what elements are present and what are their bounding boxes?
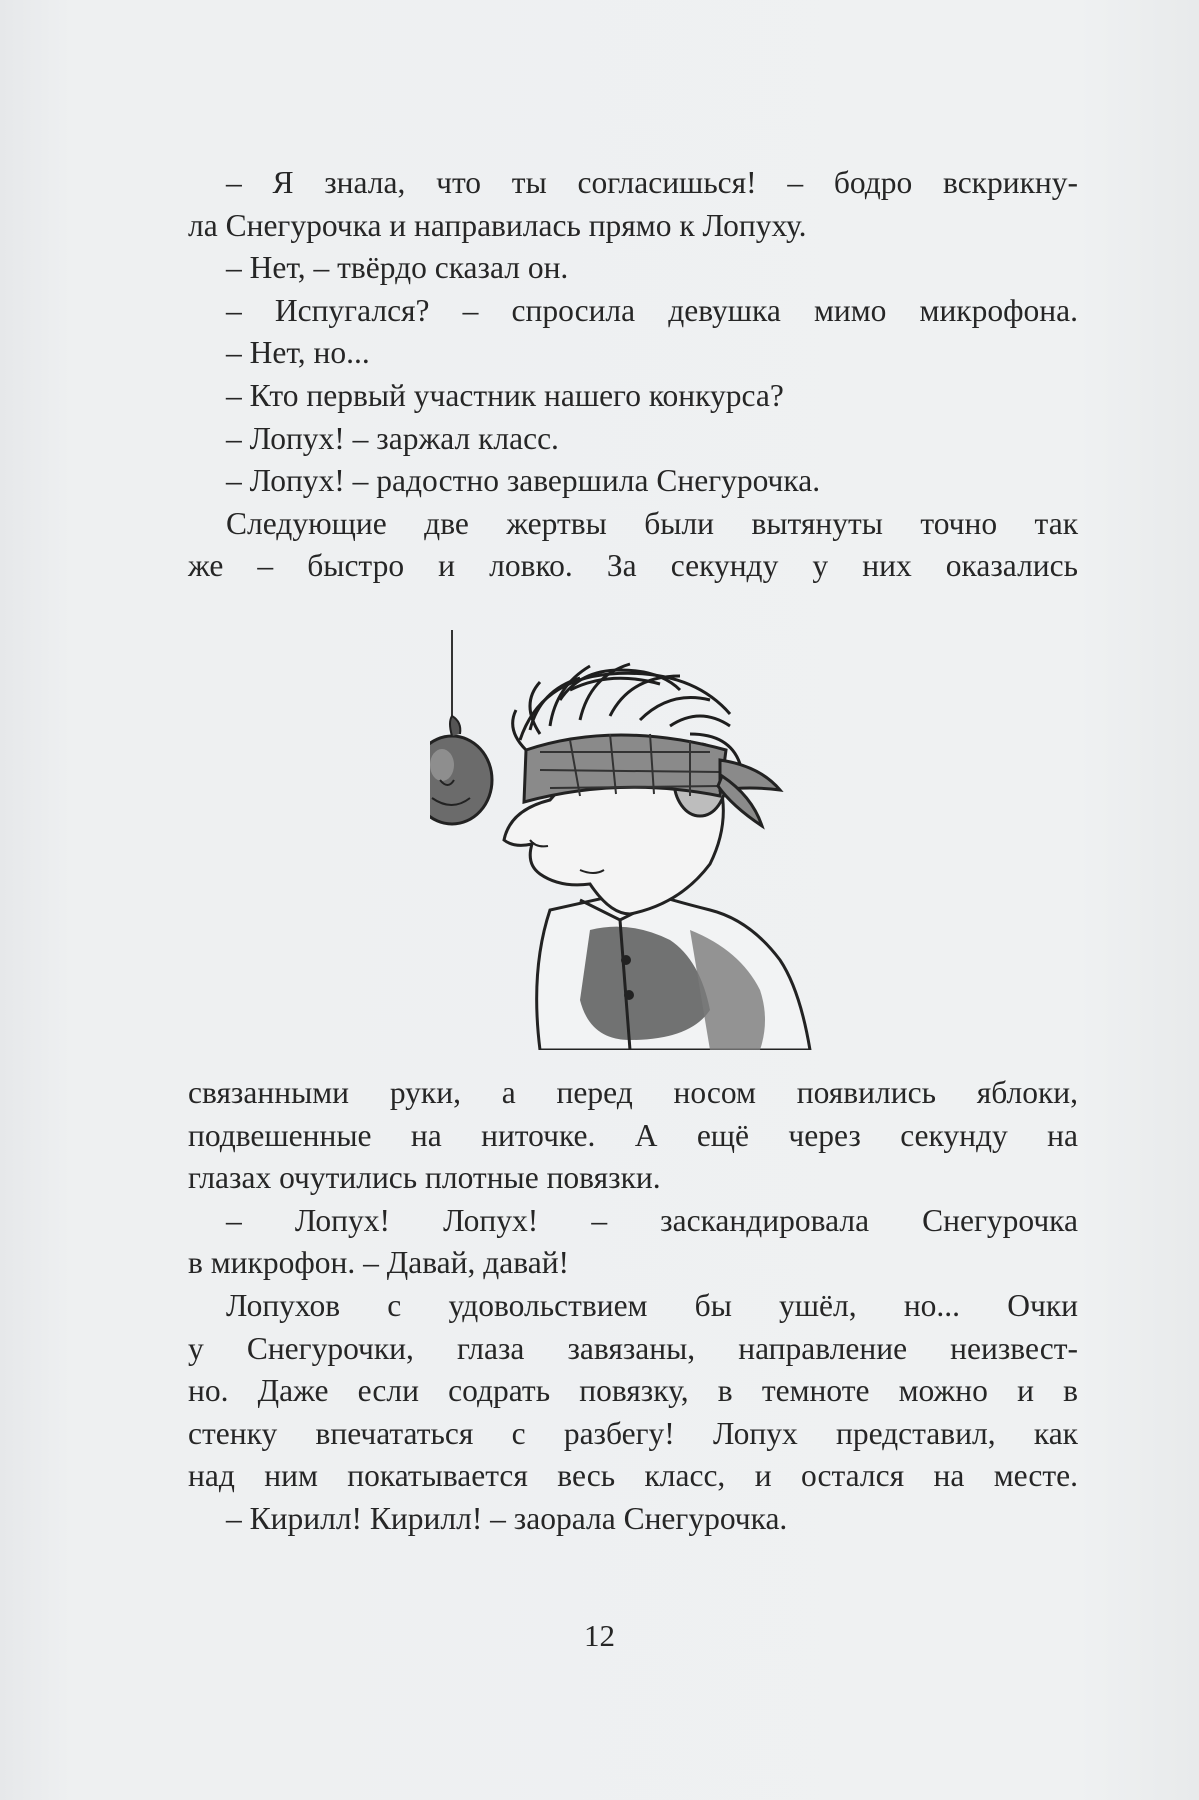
text-line: ла Снегурочка и направилась прямо к Лопуху. [188, 207, 807, 243]
text-line: – Кто первый участник нашего конкурса? [226, 377, 784, 413]
text-line: Следующие две жертвы были вытянуты точно так [226, 505, 1078, 541]
text-line: глазах очутились плотные повязки. [188, 1160, 661, 1196]
text-line: но. Даже если содрать повязку, в темноте можно и в [188, 1373, 1078, 1409]
text-line: – Я знала, что ты согласишься! – бодро вскрикну- [226, 165, 1078, 200]
text-line: у Снегурочки, глаза завязаны, направление неизвест- [188, 1330, 1078, 1366]
page-number: 12 [584, 1618, 615, 1653]
text-line: Лопухов с удовольствием бы ушёл, но... Очки [226, 1287, 1078, 1323]
boy-body [537, 890, 810, 1050]
text-line: стенку впечататься с разбегу! Лопух представил, как [188, 1415, 1078, 1451]
text-line: – Лопух! – радостно завершила Снегурочка. [226, 463, 821, 499]
text-line: в микрофон. – Давай, давай! [188, 1245, 570, 1281]
text-line: – Лопух! Лопух! – заскандировала Снегурочка [226, 1202, 1078, 1238]
text-line: над ним покатывается весь класс, и остался на месте. [188, 1458, 1078, 1494]
apple-icon [430, 716, 492, 824]
text-line: – Испугался? – спросила девушка мимо микрофона. [226, 292, 1078, 328]
text-line: – Нет, но... [226, 335, 370, 371]
text-line: – Нет, – твёрдо сказал он. [226, 250, 569, 286]
text-line: связанными руки, а перед носом появились яблоки, [188, 1075, 1078, 1110]
text-block-bottom [188, 1072, 1078, 1541]
text-line: подвешенные на ниточке. А ещё через секунду на [188, 1117, 1078, 1153]
text-line: – Лопух! – заржал класс. [226, 420, 559, 456]
text-line: же – быстро и ловко. За секунду у них оказались [188, 548, 1078, 584]
text-block-top [188, 162, 1078, 588]
text-line: – Кирилл! Кирилл! – заорала Снегурочка. [226, 1500, 788, 1536]
boy-with-apple-illustration [430, 630, 820, 1050]
